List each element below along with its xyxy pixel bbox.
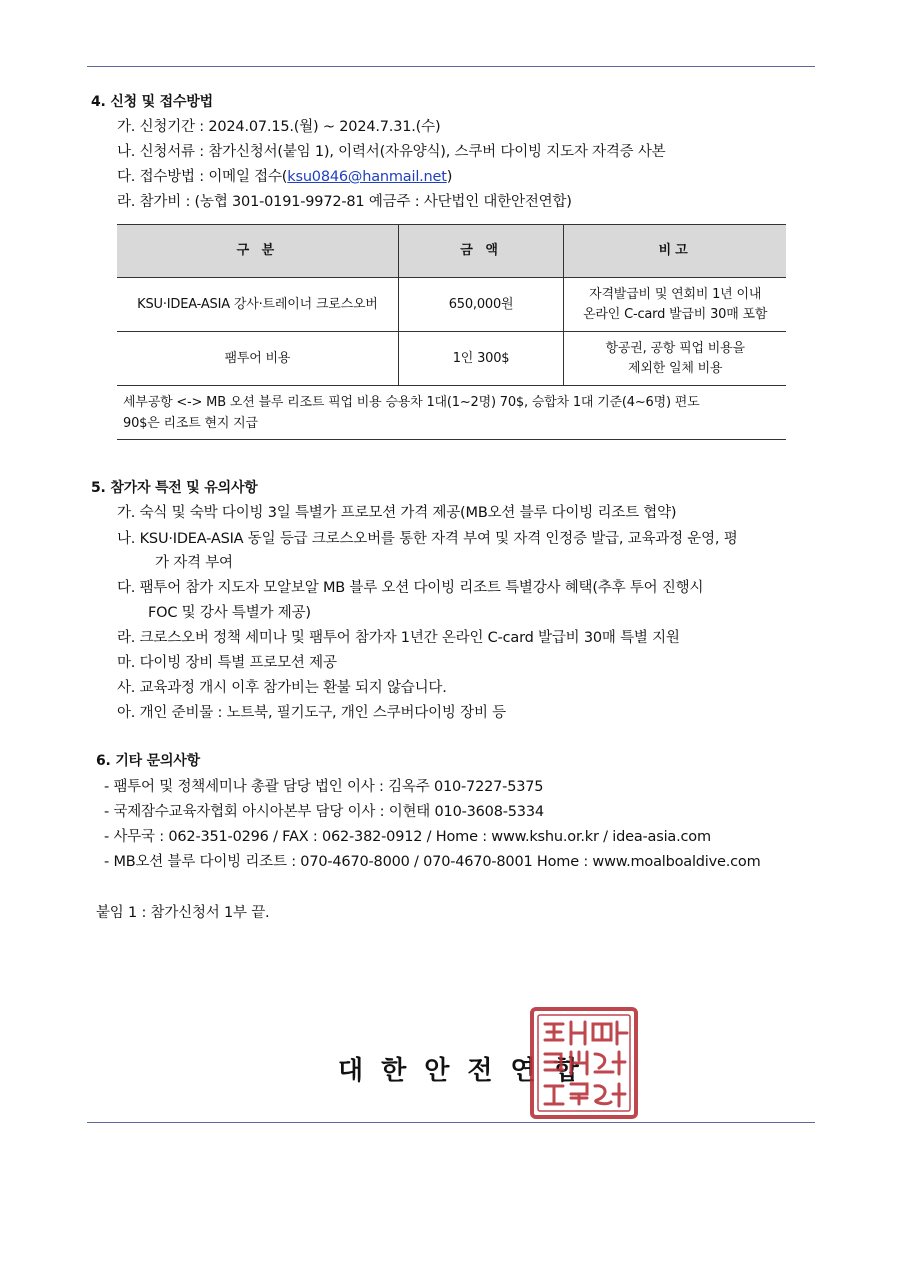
section6-heading: 6. 기타 문의사항 <box>96 753 200 769</box>
row-category: 팸투어 비용 <box>117 332 398 386</box>
row-remark <box>564 278 786 332</box>
participation-fee-line: 라. 참가비 : (농협 301-0191-9972-81 예금주 : 사단법인 대한안전연합) <box>117 194 572 210</box>
submission-method-prefix: 다. 접수방법 : 이메일 접수( <box>117 169 288 185</box>
bottom-rule <box>87 1122 815 1123</box>
fee-table-header-row <box>117 225 786 278</box>
table-note-line: 세부공항 <-> MB 오션 블루 리조트 픽업 비용 승용차 1대(1~2명) 70$, 승합차 1대 기준(4~6명) 편도 <box>123 394 700 410</box>
application-period: 가. 신청기간 : 2024.07.15.(월) ~ 2024.7.31.(수) <box>117 119 441 135</box>
benefit-item: 아. 개인 준비물 : 노트북, 필기도구, 개인 스쿠버다이빙 장비 등 <box>117 705 506 721</box>
fee-table <box>117 224 786 440</box>
benefit-item-continued: FOC 및 강사 특별가 제공) <box>148 605 311 621</box>
section4-heading: 4. 신청 및 접수방법 <box>91 94 213 110</box>
benefit-item-continued: 가 자격 부여 <box>155 555 233 571</box>
table-note-line: 90$은 리조트 현지 지급 <box>123 415 258 431</box>
email-link[interactable]: ksu0846@hanmail.net <box>287 169 447 185</box>
row-remark <box>564 332 786 386</box>
row-remark-line: 온라인 C-card 발급비 30매 포함 <box>583 306 768 322</box>
benefit-item: 라. 크로스오버 정책 세미나 및 팸투어 참가자 1년간 온라인 C-card 발급비 30매 특별 지원 <box>117 630 680 646</box>
row-remark-line: 자격발급비 및 연회비 1년 이내 <box>589 286 762 302</box>
benefit-item: 다. 팸투어 참가 지도자 모알보알 MB 블루 오션 다이빙 리조트 특별강사 혜택(추후 투어 진행시 <box>117 580 704 596</box>
row-amount: 1인 300$ <box>398 332 563 386</box>
table-row <box>117 278 786 332</box>
contact-item: - 사무국 : 062-351-0296 / FAX : 062-382-0912 / Home : www.kshu.or.kr / idea-asia.com <box>104 829 711 845</box>
row-category: KSU·IDEA-ASIA 강사·트레이너 크로스오버 <box>117 278 398 332</box>
official-seal-icon <box>529 1006 639 1120</box>
benefit-item: 마. 다이빙 장비 특별 프로모션 제공 <box>117 655 337 671</box>
contact-item: - 팸투어 및 정책세미나 총괄 담당 법인 이사 : 김옥주 010-7227-5375 <box>104 779 544 795</box>
table-note-row <box>117 386 786 440</box>
benefit-item: 나. KSU·IDEA-ASIA 동일 등급 크로스오버를 통한 자격 부여 및 자격 인정증 발급, 교육과정 운영, 평 <box>117 531 738 547</box>
submission-method <box>117 167 452 187</box>
header-category: 구 분 <box>117 225 398 278</box>
header-remark: 비고 <box>564 225 786 278</box>
table-row <box>117 332 786 386</box>
header-amount: 금 액 <box>398 225 563 278</box>
row-amount: 650,000원 <box>398 278 563 332</box>
issuer-signature: 대한안전연합 <box>338 1056 597 1086</box>
benefit-item: 가. 숙식 및 숙박 다이빙 3일 특별가 프로모션 가격 제공(MB오션 블루 다이빙 리조트 협약) <box>117 505 677 521</box>
benefit-item: 사. 교육과정 개시 이후 참가비는 환불 되지 않습니다. <box>117 680 447 696</box>
section5-heading: 5. 참가자 특전 및 유의사항 <box>91 480 258 496</box>
top-rule <box>87 66 815 67</box>
application-documents: 나. 신청서류 : 참가신청서(붙임 1), 이력서(자유양식), 스쿠버 다이빙 지도자 자격증 사본 <box>117 144 666 160</box>
contact-item: - 국제잠수교육자협회 아시아본부 담당 이사 : 이현태 010-3608-5334 <box>104 804 544 820</box>
row-remark-line: 항공권, 공항 픽업 비용을 <box>605 340 745 356</box>
table-note <box>117 386 786 440</box>
row-remark-line: 제외한 일체 비용 <box>627 360 723 376</box>
submission-method-suffix: ) <box>446 169 453 185</box>
contact-item: - MB오션 블루 다이빙 리조트 : 070-4670-8000 / 070-4670-8001 Home : www.moalboaldive.com <box>104 854 761 870</box>
attachment-note: 붙임 1 : 참가신청서 1부 끝. <box>96 905 270 921</box>
